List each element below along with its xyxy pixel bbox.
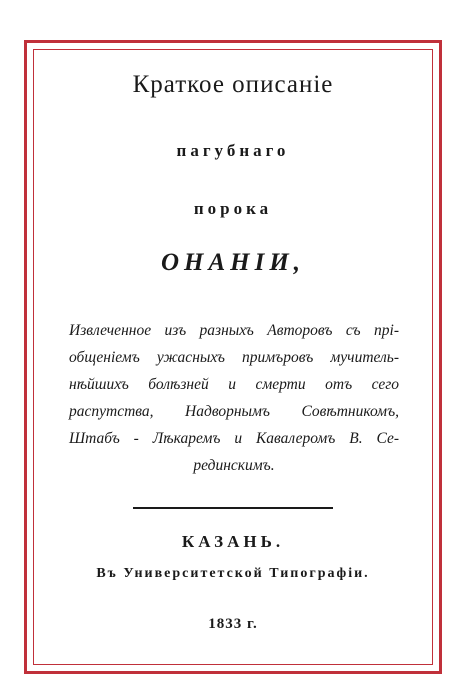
description-line: распутства, Надворнымъ Совѣтникомъ, [69, 403, 399, 420]
description-block [69, 317, 399, 479]
divider-rule [133, 507, 333, 509]
title-line-4: ОНАНІИ, [160, 249, 306, 276]
description-line: Извлеченное изъ разныхъ Авторовъ съ пpі- [69, 322, 399, 339]
imprint-year: 1833 г. [208, 616, 258, 632]
title-line-3: порока [193, 199, 273, 218]
description-line: рединскимъ. [193, 457, 275, 474]
title-line-1: Краткое описаніе [132, 71, 334, 98]
imprint-city: КАЗАНЬ. [181, 532, 285, 551]
description-line: Штабъ - Лѣкаремъ и Кавалеромъ В. Се- [69, 430, 399, 447]
description-line: общеніемъ ужасныхъ примъровъ мучитель- [69, 349, 399, 366]
title-line-2: пагубнаго [176, 141, 290, 160]
description-line: нѣйшихъ болѣзней и смерти отъ сего [69, 376, 399, 393]
imprint-press: Въ Университетской Типографіи. [96, 566, 370, 581]
title-page [33, 49, 433, 665]
